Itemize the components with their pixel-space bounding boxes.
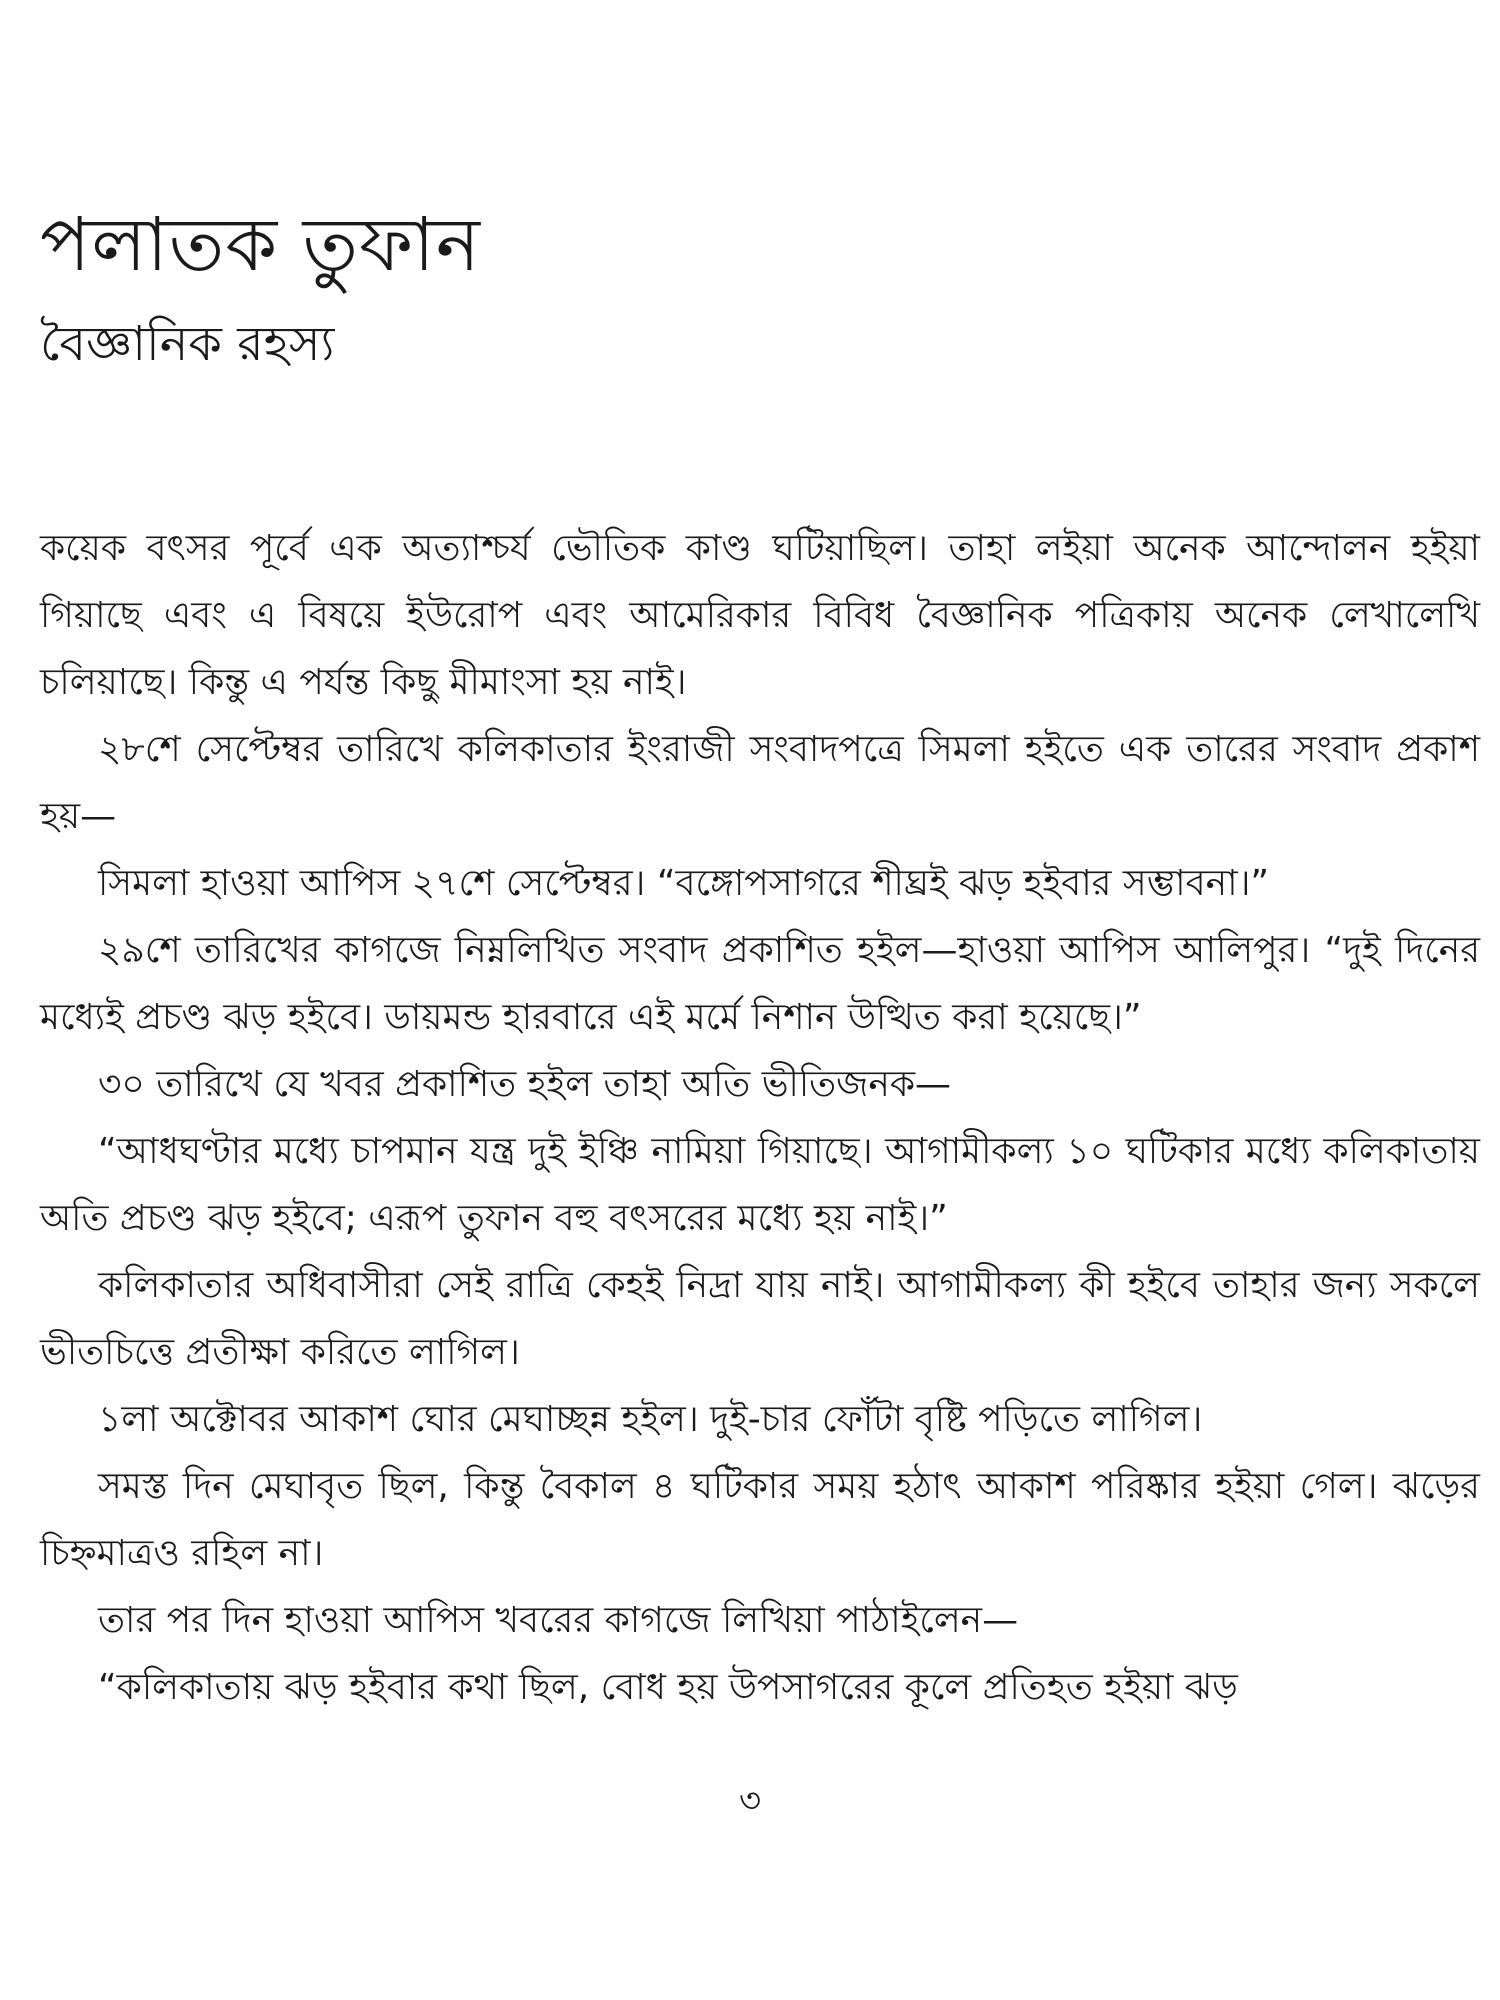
body-text — [40, 515, 1480, 1721]
paragraph-8: ১লা অক্টোবর আকাশ ঘোর মেঘাচ্ছন্ন হইল। দুই-চার ফোঁটা বৃষ্টি পড়িতে লাগিল। — [98, 1399, 1203, 1440]
paragraph-10: তার পর দিন হাওয়া আপিস খবরের কাগজে লিখিয়া পাঠাইলেন— — [98, 1600, 1019, 1641]
paragraph-9: সমস্ত দিন মেঘাবৃত ছিল, কিন্তু বৈকাল ৪ ঘটিকার সময় হঠাৎ আকাশ পরিষ্কার হইয়া গেল। ঝড়ের চিহ্নমাত্রও রহিল না। — [40, 1466, 1480, 1574]
paragraph-5: ৩০ তারিখে যে খবর প্রকাশিত হইল তাহা অতি ভীতিজনক— — [98, 1064, 952, 1105]
page-subtitle: বৈজ্ঞানিক রহস্য — [40, 316, 335, 372]
paragraph-6: “আধঘণ্টার মধ্যে চাপমান যন্ত্র দুই ইঞ্চি নামিয়া গিয়াছে। আগামীকল্য ১০ ঘটিকার মধ্যে কলিকাতায় অতি প্রচণ্ড ঝড় হইবে; এরূপ তুফান বহু বৎসরের মধ্যে হয় নাই।” — [40, 1131, 1480, 1239]
paragraph-4: ২৯শে তারিখের কাগজে নিম্নলিখিত সংবাদ প্রকাশিত হইল—হাওয়া আপিস আলিপুর। “দুই দিনের মধ্যেই প্রচণ্ড ঝড় হইবে। ডায়মন্ড হারবারে এই মর্মে নিশান উত্থিত করা হয়েছে।” — [40, 930, 1480, 1038]
paragraph-11: “কলিকাতায় ঝড় হইবার কথা ছিল, বোধ হয় উপসাগরের কূলে প্রতিহত হইয়া ঝড় — [98, 1667, 1238, 1708]
page-number: ৩ — [738, 1781, 762, 1821]
paragraph-3: সিমলা হাওয়া আপিস ২৭শে সেপ্টেম্বর। “বঙ্গোপসাগরে শীঘ্রই ঝড় হইবার সম্ভাবনা।” — [98, 863, 1270, 904]
paragraph-1: কয়েক বৎসর পূর্বে এক অত্যাশ্চর্য ভৌতিক কাণ্ড ঘটিয়াছিল। তাহা লইয়া অনেক আন্দোলন হইয়া গিয়াছে এবং এ বিষয়ে ইউরোপ এবং আমেরিকার বিবিধ বৈজ্ঞানিক পত্রিকায় অনেক লেখালেখি চলিয়াছে। কিন্তু এ পর্যন্ত কিছু মীমাংসা হয় নাই। — [40, 528, 1480, 703]
paragraph-7: কলিকাতার অধিবাসীরা সেই রাত্রি কেহই নিদ্রা যায় নাই। আগামীকল্য কী হইবে তাহার জন্য সকলে ভীতচিত্তে প্রতীক্ষা করিতে লাগিল। — [40, 1265, 1480, 1373]
paragraph-2: ২৮শে সেপ্টেম্বর তারিখে কলিকাতার ইংরাজী সংবাদপত্রে সিমলা হইতে এক তারের সংবাদ প্রকাশ হয়— — [40, 729, 1480, 837]
page-title: পলাতক তুফান — [40, 202, 481, 288]
